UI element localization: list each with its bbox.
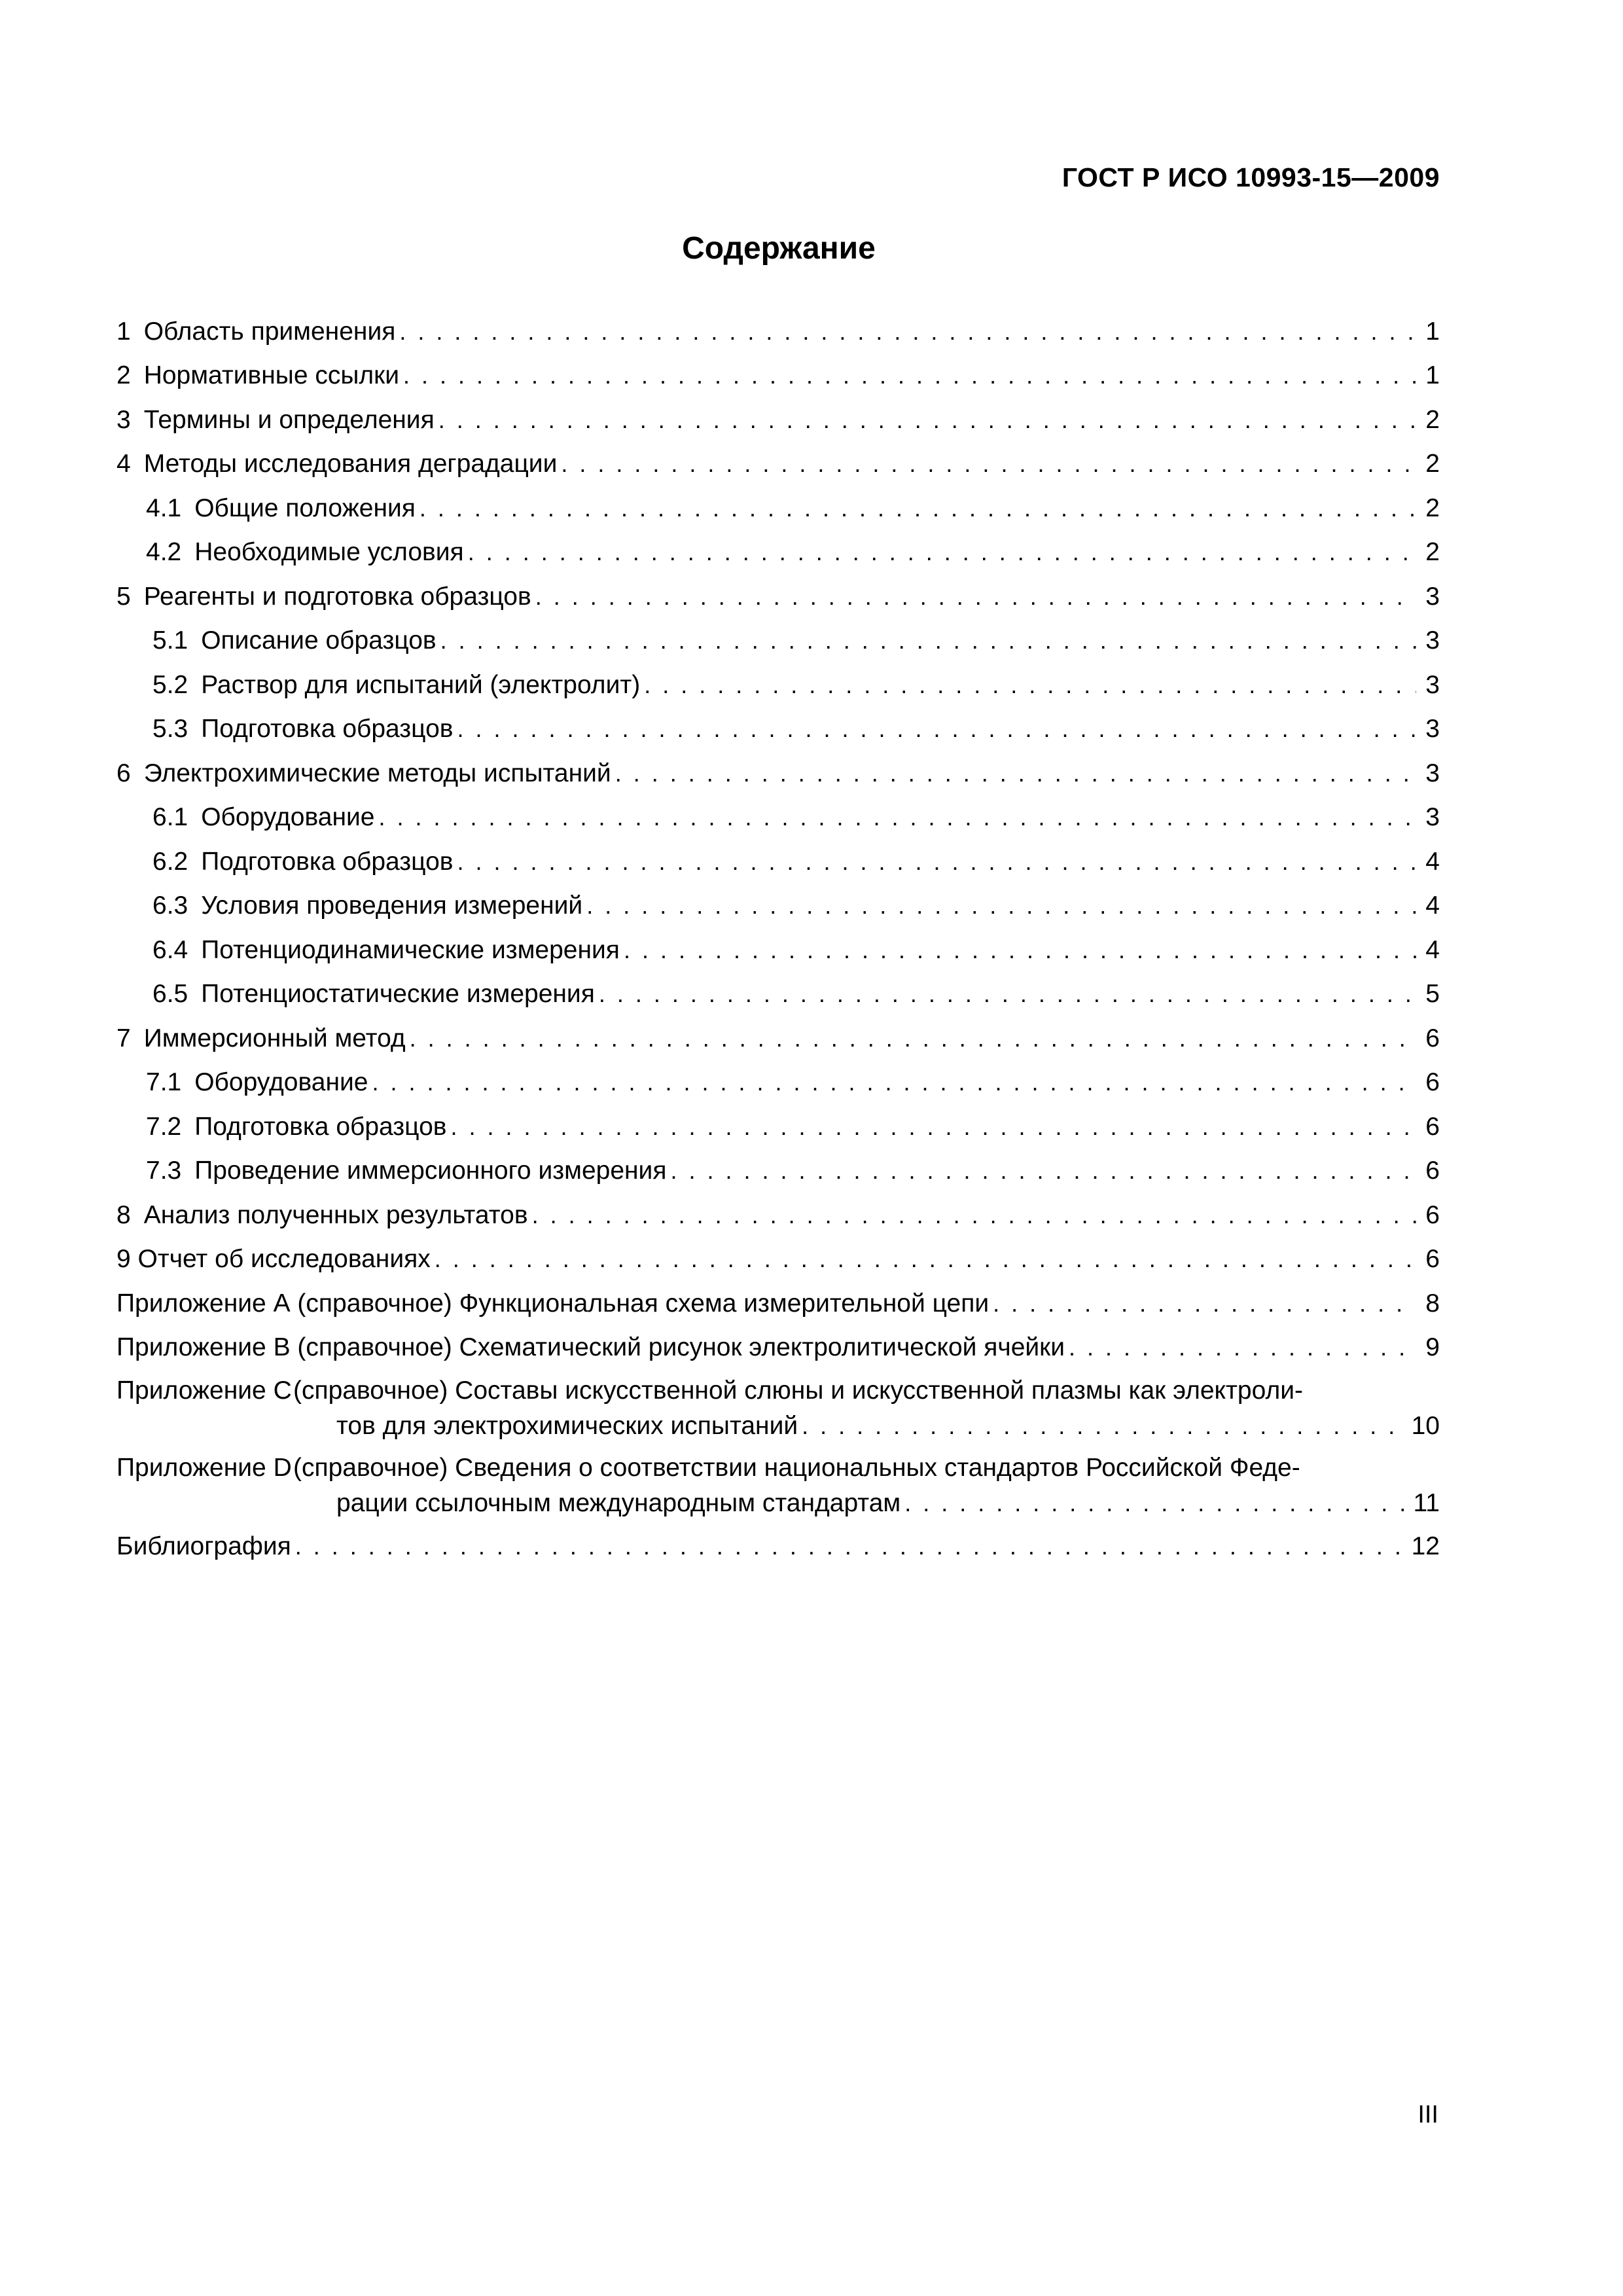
toc-entry-page: 1 bbox=[1425, 317, 1440, 346]
toc-entry-label: 9 Отчет об исследованиях bbox=[116, 1245, 431, 1273]
toc-title: Содержание bbox=[682, 231, 876, 266]
toc-entry-page: 6 bbox=[1425, 1024, 1440, 1052]
toc-entry-page: 11 bbox=[1413, 1489, 1440, 1517]
toc-entry-page: 3 bbox=[1425, 626, 1440, 655]
toc-entry-label: Описание образцов bbox=[201, 626, 437, 655]
toc-entry-page: 4 bbox=[1425, 891, 1440, 920]
toc-entry-label: Потенциостатические измерения bbox=[201, 980, 595, 1008]
toc-entry-number: 6.5 bbox=[152, 980, 188, 1008]
toc-leader-dots bbox=[435, 1244, 1416, 1274]
toc-entry-label: Подготовка образцов bbox=[201, 715, 454, 743]
toc-leader-dots bbox=[1069, 1333, 1416, 1363]
toc-leader-dots bbox=[438, 405, 1416, 435]
toc-subentry[interactable] bbox=[116, 794, 1440, 838]
toc-entry-label: Анализ полученных результатов bbox=[143, 1200, 528, 1229]
toc-subentry[interactable] bbox=[116, 617, 1440, 662]
toc-entry-label: Оборудование bbox=[201, 803, 375, 831]
toc-entry-page: 6 bbox=[1425, 1157, 1440, 1185]
toc-entry-page: 3 bbox=[1425, 582, 1440, 611]
toc-entry-label: Электрохимические методы испытаний bbox=[143, 759, 611, 787]
toc-leader-dots bbox=[644, 670, 1416, 700]
toc-entry-label: Условия проведения измерений bbox=[201, 891, 583, 920]
toc-entry-label: Термины и определения bbox=[143, 405, 435, 434]
toc-entry-page: 2 bbox=[1425, 450, 1440, 478]
toc-entry-label: Потенциодинамические измерения bbox=[201, 935, 620, 964]
toc-entry-page: 6 bbox=[1425, 1200, 1440, 1229]
toc-entry[interactable] bbox=[116, 1014, 1440, 1059]
toc-subentry[interactable] bbox=[116, 661, 1440, 706]
toc-entry-label: Подготовка образцов bbox=[194, 1112, 447, 1141]
toc-entry-label: Реагенты и подготовка образцов bbox=[143, 582, 531, 611]
toc-entry-number: 5.3 bbox=[152, 715, 188, 743]
toc-entry-label: Область применения bbox=[143, 317, 396, 346]
toc-entry[interactable] bbox=[116, 1236, 1440, 1280]
toc-subentry[interactable] bbox=[116, 1147, 1440, 1192]
toc-entry-number: 7.3 bbox=[146, 1157, 182, 1185]
toc-entry[interactable] bbox=[116, 308, 1440, 352]
toc-subentry[interactable] bbox=[116, 529, 1440, 573]
toc-leader-dots bbox=[532, 1200, 1416, 1230]
toc-leader-dots bbox=[403, 361, 1416, 391]
toc-entry-number: 5.2 bbox=[152, 670, 188, 699]
toc-entry-label: Иммерсионный метод bbox=[143, 1024, 406, 1052]
toc-entry-page: 2 bbox=[1425, 538, 1440, 566]
toc-leader-dots bbox=[802, 1411, 1407, 1441]
toc-entry[interactable] bbox=[116, 1191, 1440, 1236]
toc-entry-label: Общие положения bbox=[194, 493, 416, 522]
toc-entry-number: 3 bbox=[116, 405, 131, 434]
toc-appendix-entry[interactable] bbox=[116, 1324, 1440, 1369]
toc-entry-page: 3 bbox=[1425, 803, 1440, 831]
toc-leader-dots bbox=[450, 1112, 1416, 1142]
toc-leader-dots bbox=[440, 626, 1416, 656]
toc-leader-dots bbox=[615, 759, 1416, 789]
toc-entry-number: 1 bbox=[116, 317, 131, 346]
toc-leader-dots bbox=[599, 979, 1416, 1009]
document-id: ГОСТ Р ИСО 10993-15—2009 bbox=[1061, 162, 1440, 192]
toc-entry-number: 5.1 bbox=[152, 626, 188, 655]
page-number: III bbox=[1418, 2101, 1438, 2128]
toc-entry-page: 9 bbox=[1425, 1333, 1440, 1361]
toc-entry-label: Приложение В (справочное) Схематический рисунок электролитической ячейки bbox=[116, 1333, 1065, 1361]
toc-leader-dots bbox=[399, 317, 1416, 347]
toc-entry-page: 4 bbox=[1425, 935, 1440, 964]
toc-entry-page: 4 bbox=[1425, 847, 1440, 876]
toc-subentry[interactable] bbox=[116, 971, 1440, 1015]
toc-entry-label: (справочное) Составы искусственной слюны и искусственной плазмы как электроли- bbox=[293, 1376, 1303, 1405]
toc-entry-label-continuation: тов для электрохимических испытаний bbox=[336, 1412, 798, 1440]
toc-subentry[interactable] bbox=[116, 1059, 1440, 1103]
toc-entry-page: 10 bbox=[1411, 1412, 1440, 1440]
toc-appendix-entry[interactable] bbox=[116, 1280, 1440, 1324]
toc-entry-number: 6.3 bbox=[152, 891, 188, 920]
toc-entry-page: 12 bbox=[1411, 1532, 1440, 1560]
toc-entry-label: Приложение А (справочное) Функциональная схема измерительной цепи bbox=[116, 1289, 990, 1318]
toc-entry-label: Проведение иммерсионного измерения bbox=[194, 1157, 667, 1185]
toc-leader-dots bbox=[457, 847, 1416, 877]
toc-entry-number: 4 bbox=[116, 450, 131, 478]
toc-entry[interactable] bbox=[116, 352, 1440, 397]
toc-subentry[interactable] bbox=[116, 484, 1440, 529]
toc-leader-dots bbox=[904, 1488, 1409, 1518]
toc-leader-dots bbox=[419, 493, 1416, 524]
table-of-contents bbox=[116, 308, 1440, 1567]
toc-leader-dots bbox=[372, 1067, 1416, 1098]
toc-subentry[interactable] bbox=[116, 1103, 1440, 1147]
toc-entry-label: Библиография bbox=[116, 1532, 291, 1560]
toc-entry-page: 6 bbox=[1425, 1245, 1440, 1273]
toc-subentry[interactable] bbox=[116, 882, 1440, 927]
toc-leader-dots bbox=[586, 891, 1416, 921]
toc-entry-page: 2 bbox=[1425, 405, 1440, 434]
toc-entry-number: 6.4 bbox=[152, 935, 188, 964]
toc-entry-page: 3 bbox=[1425, 759, 1440, 787]
toc-entry-label: Нормативные ссылки bbox=[143, 361, 399, 389]
toc-appendix-entry[interactable] bbox=[116, 1368, 1440, 1445]
toc-entry-number: 7 bbox=[116, 1024, 131, 1052]
toc-appendix-prefix: Приложение D bbox=[116, 1454, 292, 1482]
toc-entry-label: (справочное) Сведения о соответствии национальных стандартов Российской Феде- bbox=[293, 1454, 1300, 1482]
toc-entry-page: 3 bbox=[1425, 670, 1440, 699]
toc-leader-dots bbox=[561, 449, 1416, 479]
toc-entry-number: 6.1 bbox=[152, 803, 188, 831]
toc-subentry[interactable] bbox=[116, 706, 1440, 750]
toc-appendix-prefix: Приложение С bbox=[116, 1376, 292, 1405]
toc-entry-number: 8 bbox=[116, 1200, 131, 1229]
toc-entry-label-continuation: рации ссылочным международным стандартам bbox=[336, 1489, 901, 1517]
toc-entry-page: 6 bbox=[1425, 1068, 1440, 1096]
toc-entry-label: Раствор для испытаний (электролит) bbox=[201, 670, 641, 699]
toc-appendix-entry[interactable] bbox=[116, 1445, 1440, 1522]
toc-leader-dots bbox=[295, 1532, 1408, 1562]
toc-entry-page: 1 bbox=[1425, 361, 1440, 389]
toc-entry-page: 2 bbox=[1425, 493, 1440, 522]
toc-entry-page: 5 bbox=[1425, 980, 1440, 1008]
toc-entry-number: 2 bbox=[116, 361, 131, 389]
toc-leader-dots bbox=[535, 582, 1416, 612]
toc-entry-number: 7.1 bbox=[146, 1068, 182, 1096]
toc-entry-number: 4.2 bbox=[146, 538, 182, 566]
toc-entry[interactable] bbox=[116, 396, 1440, 440]
toc-leader-dots bbox=[624, 935, 1416, 965]
toc-entry-label: Подготовка образцов bbox=[201, 847, 454, 876]
toc-entry-number: 5 bbox=[116, 582, 131, 611]
toc-entry[interactable] bbox=[116, 440, 1440, 485]
toc-entry-number: 6 bbox=[116, 759, 131, 787]
toc-entry[interactable] bbox=[116, 749, 1440, 794]
toc-entry-label: Необходимые условия bbox=[194, 538, 464, 566]
toc-entry-label: Оборудование bbox=[194, 1068, 368, 1096]
toc-leader-dots bbox=[993, 1289, 1416, 1319]
toc-subentry[interactable] bbox=[116, 838, 1440, 882]
toc-leader-dots bbox=[670, 1156, 1416, 1186]
toc-leader-dots bbox=[457, 714, 1416, 744]
toc-entry[interactable] bbox=[116, 573, 1440, 617]
toc-entry-page: 3 bbox=[1425, 715, 1440, 743]
toc-leader-dots bbox=[378, 802, 1416, 833]
toc-entry-number: 7.2 bbox=[146, 1112, 182, 1141]
toc-entry-page: 8 bbox=[1425, 1289, 1440, 1318]
toc-leader-dots bbox=[468, 537, 1416, 567]
toc-entry-label: Методы исследования деградации bbox=[143, 450, 558, 478]
toc-leader-dots bbox=[410, 1024, 1416, 1054]
toc-entry-number: 6.2 bbox=[152, 847, 188, 876]
toc-entry-number: 4.1 bbox=[146, 493, 182, 522]
toc-bibliography-entry[interactable] bbox=[116, 1522, 1440, 1567]
toc-entry-page: 6 bbox=[1425, 1112, 1440, 1141]
toc-subentry[interactable] bbox=[116, 926, 1440, 971]
